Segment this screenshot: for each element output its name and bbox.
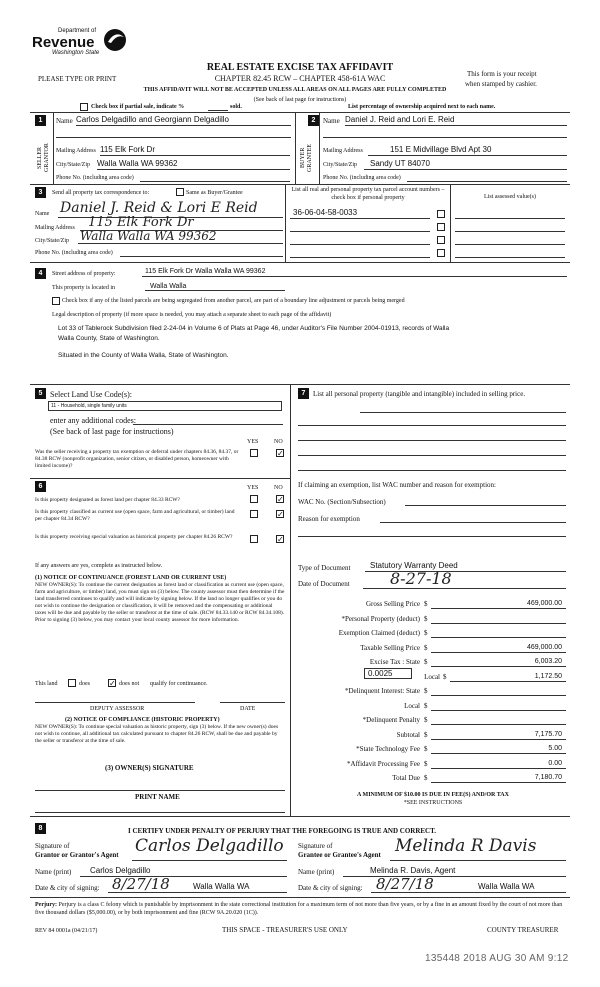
fin-row-label: *Delinquent Interest: State (344, 687, 420, 695)
notice-continuance-title: (1) NOTICE OF CONTINUANCE (FOREST LAND OR CURRENT USE) (35, 575, 227, 581)
corr-city: Walla Walla WA 99362 (80, 229, 217, 243)
same-as-buyer-checkbox[interactable] (176, 188, 184, 196)
fin-row-value: 0.00 (548, 759, 562, 767)
property-street: 115 Elk Fork Dr Walla Walla WA 99362 (145, 268, 266, 275)
parcel-4-personal-checkbox[interactable] (437, 249, 445, 257)
fin-row-value: 469,000.00 (526, 643, 562, 651)
current-use-question: Is this property classified as current use (open space, farm and agricultural, or timber) land per chapter 84.34 RCW? (35, 509, 235, 522)
reason-exemption-label: Reason for exemption (298, 515, 360, 523)
fin-row-label: Local (404, 701, 420, 710)
fin-row-dollar: $ (424, 716, 428, 724)
assessed-header: List assessed value(s) (484, 194, 536, 200)
fin-row-dollar: $ (424, 730, 428, 739)
type-doc-value: Statutory Warranty Deed (370, 561, 458, 570)
same-as-buyer-label: Same as Buyer/Grantee (186, 190, 243, 196)
date-doc-label: Date of Document (298, 580, 350, 588)
street-label: Street address of property: (52, 271, 116, 277)
fin-row-label: Local (424, 672, 440, 681)
fin-row-label: Excise Tax : State (369, 658, 420, 666)
grantee-sig-label-2: Grantee or Grantee's Agent (298, 851, 381, 859)
seller-city: Walla Walla WA 99362 (97, 159, 178, 168)
date-label-6: DATE (240, 706, 256, 712)
corr-phone-label: Phone No. (including area code) (35, 250, 113, 256)
fin-row-value: 5.00 (548, 745, 562, 752)
no-5: NO (274, 439, 283, 445)
segregated-label: Check box if any of the listed parcels are being segregated from another parcel, are part of a boundary line adjustment or parcels being merged (62, 298, 405, 304)
certify-statement: I CERTIFY UNDER PENALTY OF PERJURY THAT THE FOREGOING IS TRUE AND CORRECT. (128, 827, 437, 835)
seller-city-label: City/State/Zip (56, 162, 90, 168)
buyer-phone-label: Phone No. (including area code) (323, 175, 401, 181)
located-label: This property is located in (52, 285, 115, 291)
receipt-note-1: This form is your receipt (467, 70, 537, 78)
parcel-number-1: 36-06-04-58-0033 (293, 208, 358, 217)
buyer-city: Sandy UT 84070 (370, 159, 430, 168)
seller-mailing: 115 Elk Fork Dr (100, 145, 155, 154)
land-use-label: Select Land Use Code(s): (50, 390, 132, 399)
does-not-checkbox[interactable]: ✓ (109, 679, 116, 688)
see-back-5: (See back of last page for instructions) (50, 427, 174, 436)
corr-mailing-label: Mailing Address (35, 225, 75, 231)
form-title: REAL ESTATE EXCISE TAX AFFIDAVIT (206, 62, 394, 73)
send-correspondence-label: Send all property tax correspondence to: (52, 190, 150, 196)
sold-label: sold. (230, 104, 242, 110)
yes-6: YES (247, 485, 259, 491)
grantor-signature: Carlos Delgadillo (135, 836, 284, 856)
segregated-checkbox[interactable] (52, 297, 60, 305)
legal-desc-label: Legal description of property (if more space is needed, you may attach a separate sheet to each page of the affidavit) (52, 312, 332, 318)
form-subtitle: CHAPTER 82.45 RCW – CHAPTER 458-61A WAC (214, 74, 386, 83)
grantor-date: 8/27/18 (112, 875, 170, 893)
land-use-value: 11 - Household, single family units (51, 403, 127, 409)
fin-row-dollar: $ (424, 759, 428, 768)
buyer-name: Daniel J. Reid and Lori E. Reid (345, 115, 455, 124)
forest-yes-checkbox[interactable] (250, 495, 258, 503)
deputy-assessor-label: DEPUTY ASSESSOR (90, 706, 145, 712)
wac-no-label: WAC No. (Section/Subsection) (298, 498, 386, 506)
exemption-question: Was the seller receiving a property tax exemption or deferral under chapters 84.36, 84.37, or 84.38 RCW (nonprofit organization, senior citizen, or disabled person, homeowner with limited income)? (35, 449, 239, 469)
fin-row-label: *Delinquent Penalty (362, 716, 420, 724)
fin-row-label: *Personal Property (deduct) (341, 614, 420, 623)
see-instructions-note: *SEE INSTRUCTIONS (403, 800, 463, 806)
historic-yes-checkbox[interactable] (250, 535, 258, 543)
additional-codes-label: enter any additional codes: (50, 416, 136, 425)
notice-historic-body: NEW OWNER(S): To continue special valuation as historic property, sign (3) below. If the new owner(s) does not wish to continue, all additional tax calculated pursuant to chapter 84.26 RCW, shall be due and payable by the seller or transferor at the time of sale. (35, 724, 279, 745)
buyer-name-label: Name (323, 117, 340, 125)
buyer-side-label: BUYER GRANTEE (300, 144, 313, 172)
form-warning: THIS AFFIDAVIT WILL NOT BE ACCEPTED UNLESS ALL AREAS ON ALL PAGES ARE FULLY COMPLETED (143, 87, 447, 93)
grantee-sig-label-1: Signature of (298, 842, 333, 850)
fin-row-label: *State Technology Fee (356, 745, 420, 753)
seller-mailing-label: Mailing Address (56, 148, 96, 154)
grantee-date-city-label: Date & city of signing: (298, 884, 363, 892)
buyer-mailing-label: Mailing Address (323, 148, 363, 154)
does-not-label: does not (119, 681, 140, 687)
owner-signature-label: (3) OWNER(S) SIGNATURE (105, 764, 194, 772)
fin-row-dollar: $ (424, 629, 428, 637)
washington-state: Washington State (52, 50, 100, 56)
seller-name-label: Name (56, 117, 73, 125)
current-use-yes-checkbox[interactable] (250, 510, 258, 518)
fin-row-dollar: $ (424, 687, 428, 695)
perjury-notice (35, 901, 568, 917)
section-7-number: 7 (298, 388, 309, 399)
corr-mailing: 115 Elk Fork Dr (88, 215, 194, 230)
fin-row-label: Total Due (392, 774, 420, 782)
fin-row-label: Taxable Selling Price (360, 643, 420, 652)
local-rate-box[interactable] (364, 668, 412, 679)
revenue-wordmark: Revenue (32, 34, 95, 51)
section-3-number: 3 (35, 187, 46, 198)
grantee-signature: Melinda R Davis (395, 836, 537, 856)
dor-logo (30, 28, 130, 70)
fin-row-dollar: $ (424, 701, 428, 710)
fin-row-value: 6,003.20 (534, 658, 562, 665)
grantee-name: Melinda R. Davis, Agent (370, 866, 456, 875)
minimum-due-note: A MINIMUM OF $10.00 IS DUE IN FEE(S) AND/OR TAX (357, 792, 509, 798)
pct-ownership-label: List percentage of ownership acquired next to each name. (348, 104, 496, 110)
type-doc-label: Type of Document (298, 564, 351, 572)
parcel-1-personal-checkbox[interactable] (437, 210, 445, 218)
fin-row-dollar: $ (424, 600, 428, 608)
partial-sale-label: Check box if partial sale, indicate % (91, 104, 185, 110)
land-use-select[interactable] (48, 401, 282, 411)
grantor-date-city-label: Date & city of signing: (35, 884, 100, 892)
county-treasurer: COUNTY TREASURER (487, 926, 559, 934)
current-use-no-checkbox[interactable]: ✓ (277, 510, 284, 519)
grantee-date: 8/27/18 (376, 875, 434, 893)
historic-question: Is this property receiving special valuation as historical property per chapter 84.26 RCW? (35, 534, 233, 540)
fin-row-value: 7,180.70 (534, 774, 562, 781)
exemption-yes-checkbox[interactable] (250, 449, 258, 457)
grantor-sig-label-1: Signature of (35, 842, 70, 850)
section-2-number: 2 (308, 115, 319, 126)
grantor-city: Walla Walla WA (193, 882, 250, 891)
print-name-label: PRINT NAME (135, 793, 180, 801)
treasurer-space: THIS SPACE - TREASURER'S USE ONLY (222, 926, 348, 934)
fin-row-value: 469,000.00 (526, 600, 562, 607)
section-4-number: 4 (35, 268, 46, 279)
parcel-2-personal-checkbox[interactable] (437, 223, 445, 231)
does-label: does (79, 681, 90, 687)
seller-side-label: SELLER GRANTOR (37, 143, 50, 173)
exemption-no-checkbox[interactable]: ✓ (277, 449, 284, 458)
fin-row-dollar: $ (424, 745, 428, 753)
legal-desc-1: Lot 33 of Tablerock Subdivision filed 2-24-04 in Volume 6 of Plats at Page 46, under Auditor's File Number 2004-01913, records of Walla (58, 325, 450, 332)
receipt-stamp: 135448 2018 AUG 30 AM 9:12 (425, 953, 569, 964)
fin-row-dollar: $ (424, 643, 428, 652)
corr-name: Daniel J. Reid & Lori E Reid (60, 200, 258, 216)
does-checkbox[interactable] (68, 679, 76, 687)
no-6: NO (274, 485, 283, 491)
legal-desc-3: Situated in the County of Walla Walla, State of Washington. (58, 352, 229, 359)
yes-5: YES (247, 439, 259, 445)
grantee-city: Walla Walla WA (478, 882, 535, 891)
if-yes-label: If any answers are yes, complete as instructed below. (35, 563, 163, 569)
fin-row-dollar: $ (424, 614, 428, 623)
receipt-note-2: when stamped by cashier. (465, 80, 537, 88)
see-back-header: (See back of last page for instructions) (253, 97, 347, 103)
personal-property-label: List all personal property (tangible and intangible) included in selling price. (313, 390, 526, 398)
seller-name: Carlos Delgadillo and Georgiann Delgadillo (76, 115, 229, 124)
qualify-label: qualify for continuance. (150, 681, 208, 687)
parcel-header: List all real and personal property tax parcel account numbers – check box if personal property (291, 187, 445, 201)
partial-sale-checkbox[interactable] (80, 103, 88, 111)
date-doc-value: 8-27-18 (390, 569, 452, 588)
grantor-sig-label-2: Grantor or Grantor's Agent (35, 851, 119, 859)
dept-of: Department of (58, 28, 97, 34)
grantor-name-label: Name (print) (35, 868, 72, 876)
notice-continuance-body: NEW OWNER(S): To continue the current designation as forest land or classification as current use (open space, farm and agriculture, or timber) land, you must sign on (3) below. The county assessor must then determine if the land transferred continues to qualify and will indicate by signing below. If the land no longer qualifies or you do not wish to continue the designation or classification, it will be removed and the compensating or additional taxes will be due and payable by the seller or transferor at the time of sale. (RCW 84.33.140 or RCW 84.34.108). Prior to signing (3) below, you may contact your local county assessor for more information. (35, 582, 285, 624)
fin-row-label: Subtotal (396, 730, 420, 739)
forest-question: Is this property designated as forest land per chapter 84.33 RCW? (35, 497, 180, 503)
revenue-logo-icon (102, 28, 128, 52)
section-6-number: 6 (35, 481, 46, 492)
rev-number: REV 84 0001a (04/21/17) (35, 928, 98, 934)
buyer-city-label: City/State/Zip (323, 162, 357, 168)
located-value: Walla Walla (150, 283, 187, 290)
grantor-name: Carlos Delgadillo (90, 866, 151, 875)
fin-row-dollar: $ (424, 658, 428, 666)
forest-no-checkbox[interactable]: ✓ (277, 495, 284, 504)
fin-row-dollar: $ (443, 672, 447, 681)
local-rate-value: 0.0025 (368, 669, 393, 678)
seller-phone-label: Phone No. (including area code) (56, 175, 134, 181)
exemption-wac-label: If claiming an exemption, list WAC number and reason for exemption: (298, 481, 496, 489)
section-1-number: 1 (35, 115, 46, 126)
fin-row-value: 1,172.50 (534, 672, 562, 680)
perjury-bold: Perjury: (35, 902, 57, 908)
parcel-3-personal-checkbox[interactable] (437, 236, 445, 244)
historic-no-checkbox[interactable]: ✓ (277, 535, 284, 544)
section-5-number: 5 (35, 388, 46, 399)
notice-historic-title: (2) NOTICE OF COMPLIANCE (HISTORIC PROPERTY) (65, 717, 220, 723)
perjury-text: Perjury is a class C felony which is punishable by imprisonment in the state correctional institution for a maximum term of not more than five years, or by a fine in an amount fixed by the court of not more than five thousand dollars ($5,000.00), or by both imprisonment and fine (RCW 9A.20.020 (1C)). (35, 902, 563, 916)
grantee-name-label: Name (print) (298, 868, 335, 876)
corr-city-label: City/State/Zip (35, 238, 69, 244)
buyer-mailing: 151 E Midvillage Blvd Apt 30 (390, 145, 492, 154)
fin-row-value: 7,175.70 (534, 730, 562, 738)
fin-row-label: *Affidavit Processing Fee (347, 759, 420, 768)
this-land-label: This land (35, 681, 58, 687)
fin-row-label: Exemption Claimed (deduct) (338, 629, 420, 637)
fin-row-label: Gross Selling Price (365, 600, 420, 608)
please-type: PLEASE TYPE OR PRINT (38, 75, 117, 83)
corr-name-label: Name (35, 211, 50, 217)
section-8-number: 8 (35, 823, 46, 834)
legal-desc-2: Walla County, State of Washington. (58, 335, 160, 342)
fin-row-dollar: $ (424, 774, 428, 782)
